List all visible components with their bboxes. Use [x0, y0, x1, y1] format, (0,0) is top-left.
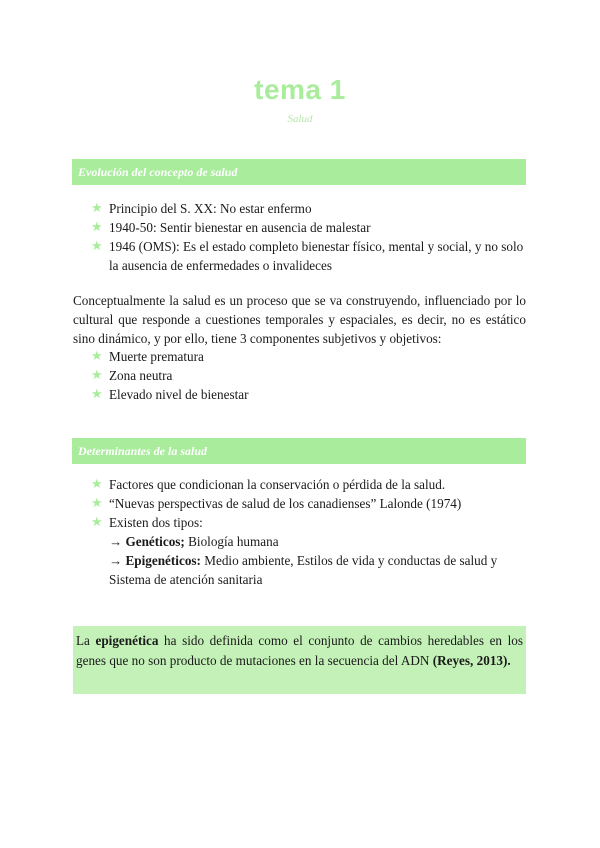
list-item: ★ Existen dos tipos: → Genéticos; Biología humana → Epigenéticos: Medio ambiente, Estilos de vida y conductas de salud y Sistema de atención sanitaria [91, 513, 527, 589]
components-list [91, 347, 527, 404]
callout-citation: (Reyes, 2013). [432, 652, 511, 668]
star-icon: ★ [91, 515, 103, 530]
section-heading-determinantes: Determinantes de la salud [72, 438, 526, 464]
list-item: ★ Muerte prematura [91, 349, 204, 364]
type-epigenetic: → Epigenéticos: Medio ambiente, Estilos de vida y conductas de salud y Sistema de atención sanitaria [109, 553, 498, 587]
star-icon: ★ [91, 477, 103, 492]
star-icon: ★ [91, 368, 103, 383]
type-genetic: → Genéticos; Biología humana [109, 534, 279, 549]
star-icon: ★ [91, 387, 103, 402]
star-icon: ★ [91, 496, 103, 511]
arrow-icon: → [109, 534, 123, 549]
evolution-list [91, 199, 527, 275]
section-heading-evolucion: Evolución del concepto de salud [72, 159, 526, 185]
concept-paragraph: Conceptualmente la salud es un proceso que se va construyendo, influenciado por lo cultural que responde a cuestiones temporales y espaciales, es decir, no es estático sino dinámico, y por ello, tiene 3 componentes subjetivos y objetivos: [73, 293, 526, 346]
star-icon: ★ [91, 201, 103, 216]
page-title: tema 1 [254, 74, 346, 105]
list-item: ★ Zona neutra [91, 368, 173, 383]
determinants-list [91, 475, 527, 589]
star-icon: ★ [91, 239, 103, 254]
star-icon: ★ [91, 220, 103, 235]
list-item: ★ “Nuevas perspectivas de salud de los canadienses” Lalonde (1974) [91, 496, 462, 511]
star-icon: ★ [91, 349, 103, 364]
arrow-icon: → [109, 553, 123, 568]
list-item: ★ Elevado nivel de bienestar [91, 387, 249, 402]
callout-term: epigenética [95, 633, 159, 648]
list-item: ★ 1946 (OMS): Es el estado completo bienestar físico, mental y social, y no solo la ausencia de enfermedades o invalideces [91, 239, 524, 273]
page-subtitle: Salud [287, 113, 313, 125]
epigenetics-callout: La epigenética ha sido definida como el conjunto de cambios heredables en los genes que no son producto de mutaciones en la secuencia del ADN (Reyes, 2013). [73, 626, 526, 694]
list-item: ★ Factores que condicionan la conservación o pérdida de la salud. [91, 477, 446, 492]
list-item: ★ 1940-50: Sentir bienestar en ausencia de malestar [91, 220, 371, 235]
list-item: ★ Principio del S. XX: No estar enfermo [91, 201, 312, 216]
